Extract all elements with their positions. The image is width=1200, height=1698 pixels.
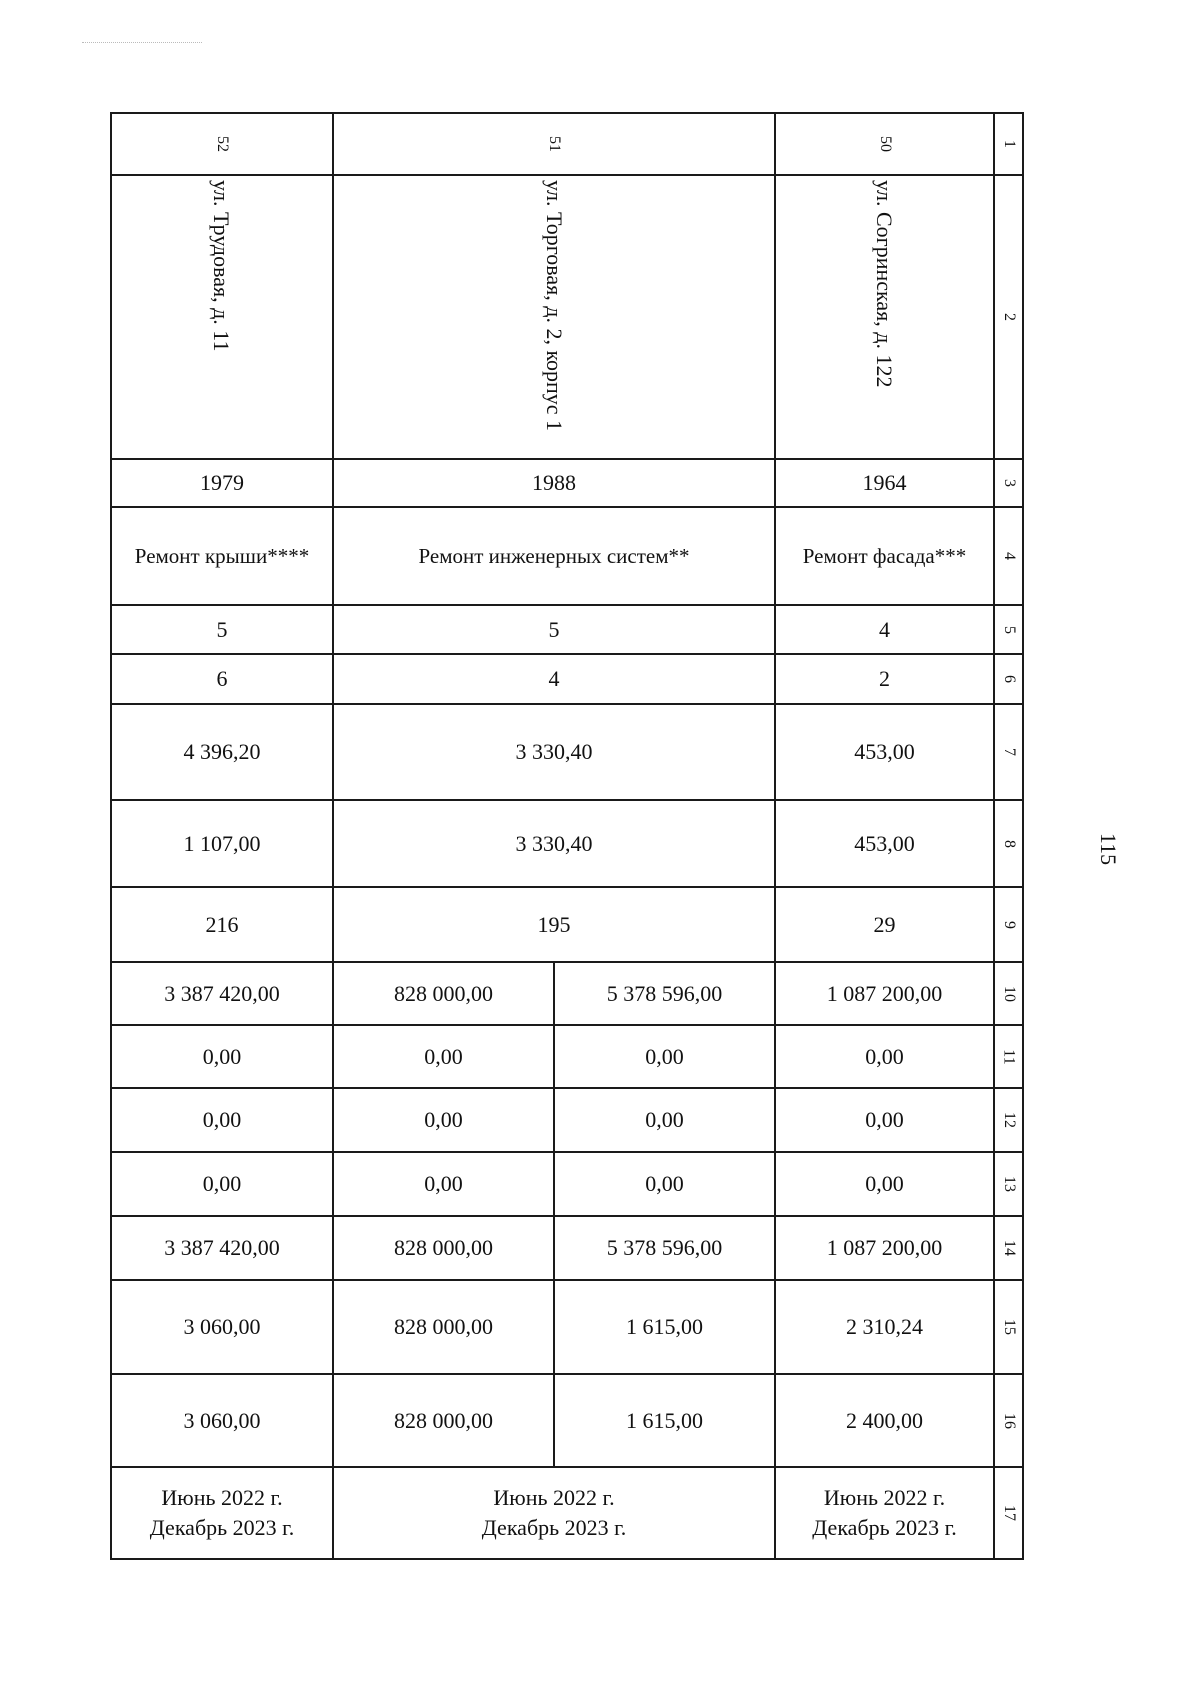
table-cell: 0,00 [424, 1043, 463, 1069]
table-cell: 828 000,00 [394, 1407, 493, 1433]
column-number: 13 [1000, 1176, 1018, 1192]
column-number: 17 [1000, 1505, 1018, 1521]
table-cell: 5 378 596,00 [606, 980, 723, 1006]
column-number: 4 [1000, 552, 1018, 560]
column-number: 6 [1000, 675, 1018, 683]
column-number: 14 [1000, 1240, 1018, 1256]
table-cell: 1 615,00 [626, 1314, 703, 1339]
table-cell: 453,00 [854, 739, 915, 764]
table-cell: 4 396,20 [183, 739, 261, 764]
table-cell: 29 [873, 911, 896, 937]
table-border-bottom [110, 1558, 1024, 1560]
table-cell: 3 330,40 [515, 830, 593, 856]
entry-number: 52 [214, 136, 231, 152]
table-cell: 828 000,00 [394, 1314, 493, 1339]
column-number: 10 [1000, 985, 1018, 1002]
table-cell: 5 [216, 616, 228, 642]
table-cell: 4 [548, 666, 560, 691]
entry-number: 51 [546, 136, 563, 152]
period-start: Июнь 2022 г. [493, 1485, 615, 1510]
table-cell: 6 [216, 666, 228, 691]
column-number: 16 [1000, 1412, 1018, 1429]
table-cell: 3 060,00 [183, 1407, 261, 1433]
build-year: 1964 [862, 470, 907, 495]
table-cell: 0,00 [645, 1107, 684, 1132]
entry-address: ул. Согринская, д. 122 [872, 180, 897, 388]
column-number: 7 [1000, 748, 1018, 756]
table-cell: 0,00 [865, 1171, 904, 1196]
table-cell: 5 [548, 616, 560, 642]
column-number: 11 [1000, 1048, 1018, 1065]
table-cell: 1 087 200,00 [826, 980, 943, 1006]
table-cell: 0,00 [865, 1107, 904, 1132]
table-cell: 0,00 [424, 1171, 463, 1196]
entry-address: ул. Торговая, д. 2, корпус 1 [542, 180, 567, 432]
table-cell: 0,00 [202, 1043, 242, 1069]
scan-noise [82, 42, 202, 47]
table-cell: 3 387 420,00 [164, 980, 280, 1006]
period-end: Декабрь 2023 г. [481, 1515, 627, 1540]
build-year: 1988 [532, 470, 576, 495]
period-cell [112, 1468, 332, 1558]
build-year: 1979 [200, 470, 244, 495]
period-start: Июнь 2022 г. [161, 1485, 283, 1510]
table-cell: 0,00 [865, 1043, 904, 1069]
table-cell: 2 400,00 [846, 1407, 923, 1433]
table-border-right [1022, 112, 1024, 1560]
table-cell: 0,00 [645, 1171, 684, 1196]
table-cell: 195 [537, 911, 571, 937]
column-number: 9 [1000, 920, 1018, 929]
entry-address: ул. Трудовая, д. 11 [209, 180, 234, 352]
period-end: Декабрь 2023 г. [812, 1515, 957, 1540]
column-number: 2 [1000, 313, 1018, 321]
table-cell: 4 [879, 616, 890, 642]
table-cell: 0,00 [202, 1107, 242, 1132]
column-number: 5 [1000, 625, 1018, 634]
period-cell [776, 1468, 993, 1558]
page-number: 115 [1096, 832, 1122, 866]
column-number: 12 [1000, 1112, 1018, 1128]
table-cell: 1 615,00 [626, 1407, 703, 1433]
table-cell: 828 000,00 [394, 980, 493, 1006]
column-number: 15 [1000, 1319, 1018, 1335]
row-divider [110, 174, 1024, 176]
table-cell: 0,00 [202, 1171, 242, 1196]
column-number: 1 [1000, 140, 1018, 148]
period-start: Июнь 2022 г. [823, 1485, 946, 1510]
column-number: 3 [1000, 479, 1018, 487]
table-cell: 0,00 [424, 1107, 463, 1132]
table-cell: 2 [879, 666, 890, 691]
period-end: Декабрь 2023 г. [149, 1515, 295, 1540]
table-cell: 0,00 [645, 1043, 684, 1069]
table-cell: 2 310,24 [846, 1314, 923, 1339]
work-type: Ремонт крыши**** [134, 544, 310, 568]
table-cell: 453,00 [854, 830, 915, 856]
entry-number: 50 [876, 136, 894, 152]
table-cell: 3 387 420,00 [164, 1235, 280, 1260]
table-cell: 5 378 596,00 [606, 1235, 723, 1260]
column-number: 8 [1000, 839, 1018, 848]
table-cell: 3 330,40 [515, 739, 593, 764]
table-cell: 216 [205, 911, 239, 937]
table-cell: 1 087 200,00 [826, 1235, 943, 1260]
table-cell: 3 060,00 [183, 1314, 261, 1339]
period-cell [334, 1468, 774, 1558]
table-cell: 828 000,00 [394, 1235, 493, 1260]
work-type: Ремонт инженерных систем** [418, 544, 690, 568]
work-type: Ремонт фасада*** [802, 544, 967, 568]
table-cell: 1 107,00 [183, 830, 261, 856]
